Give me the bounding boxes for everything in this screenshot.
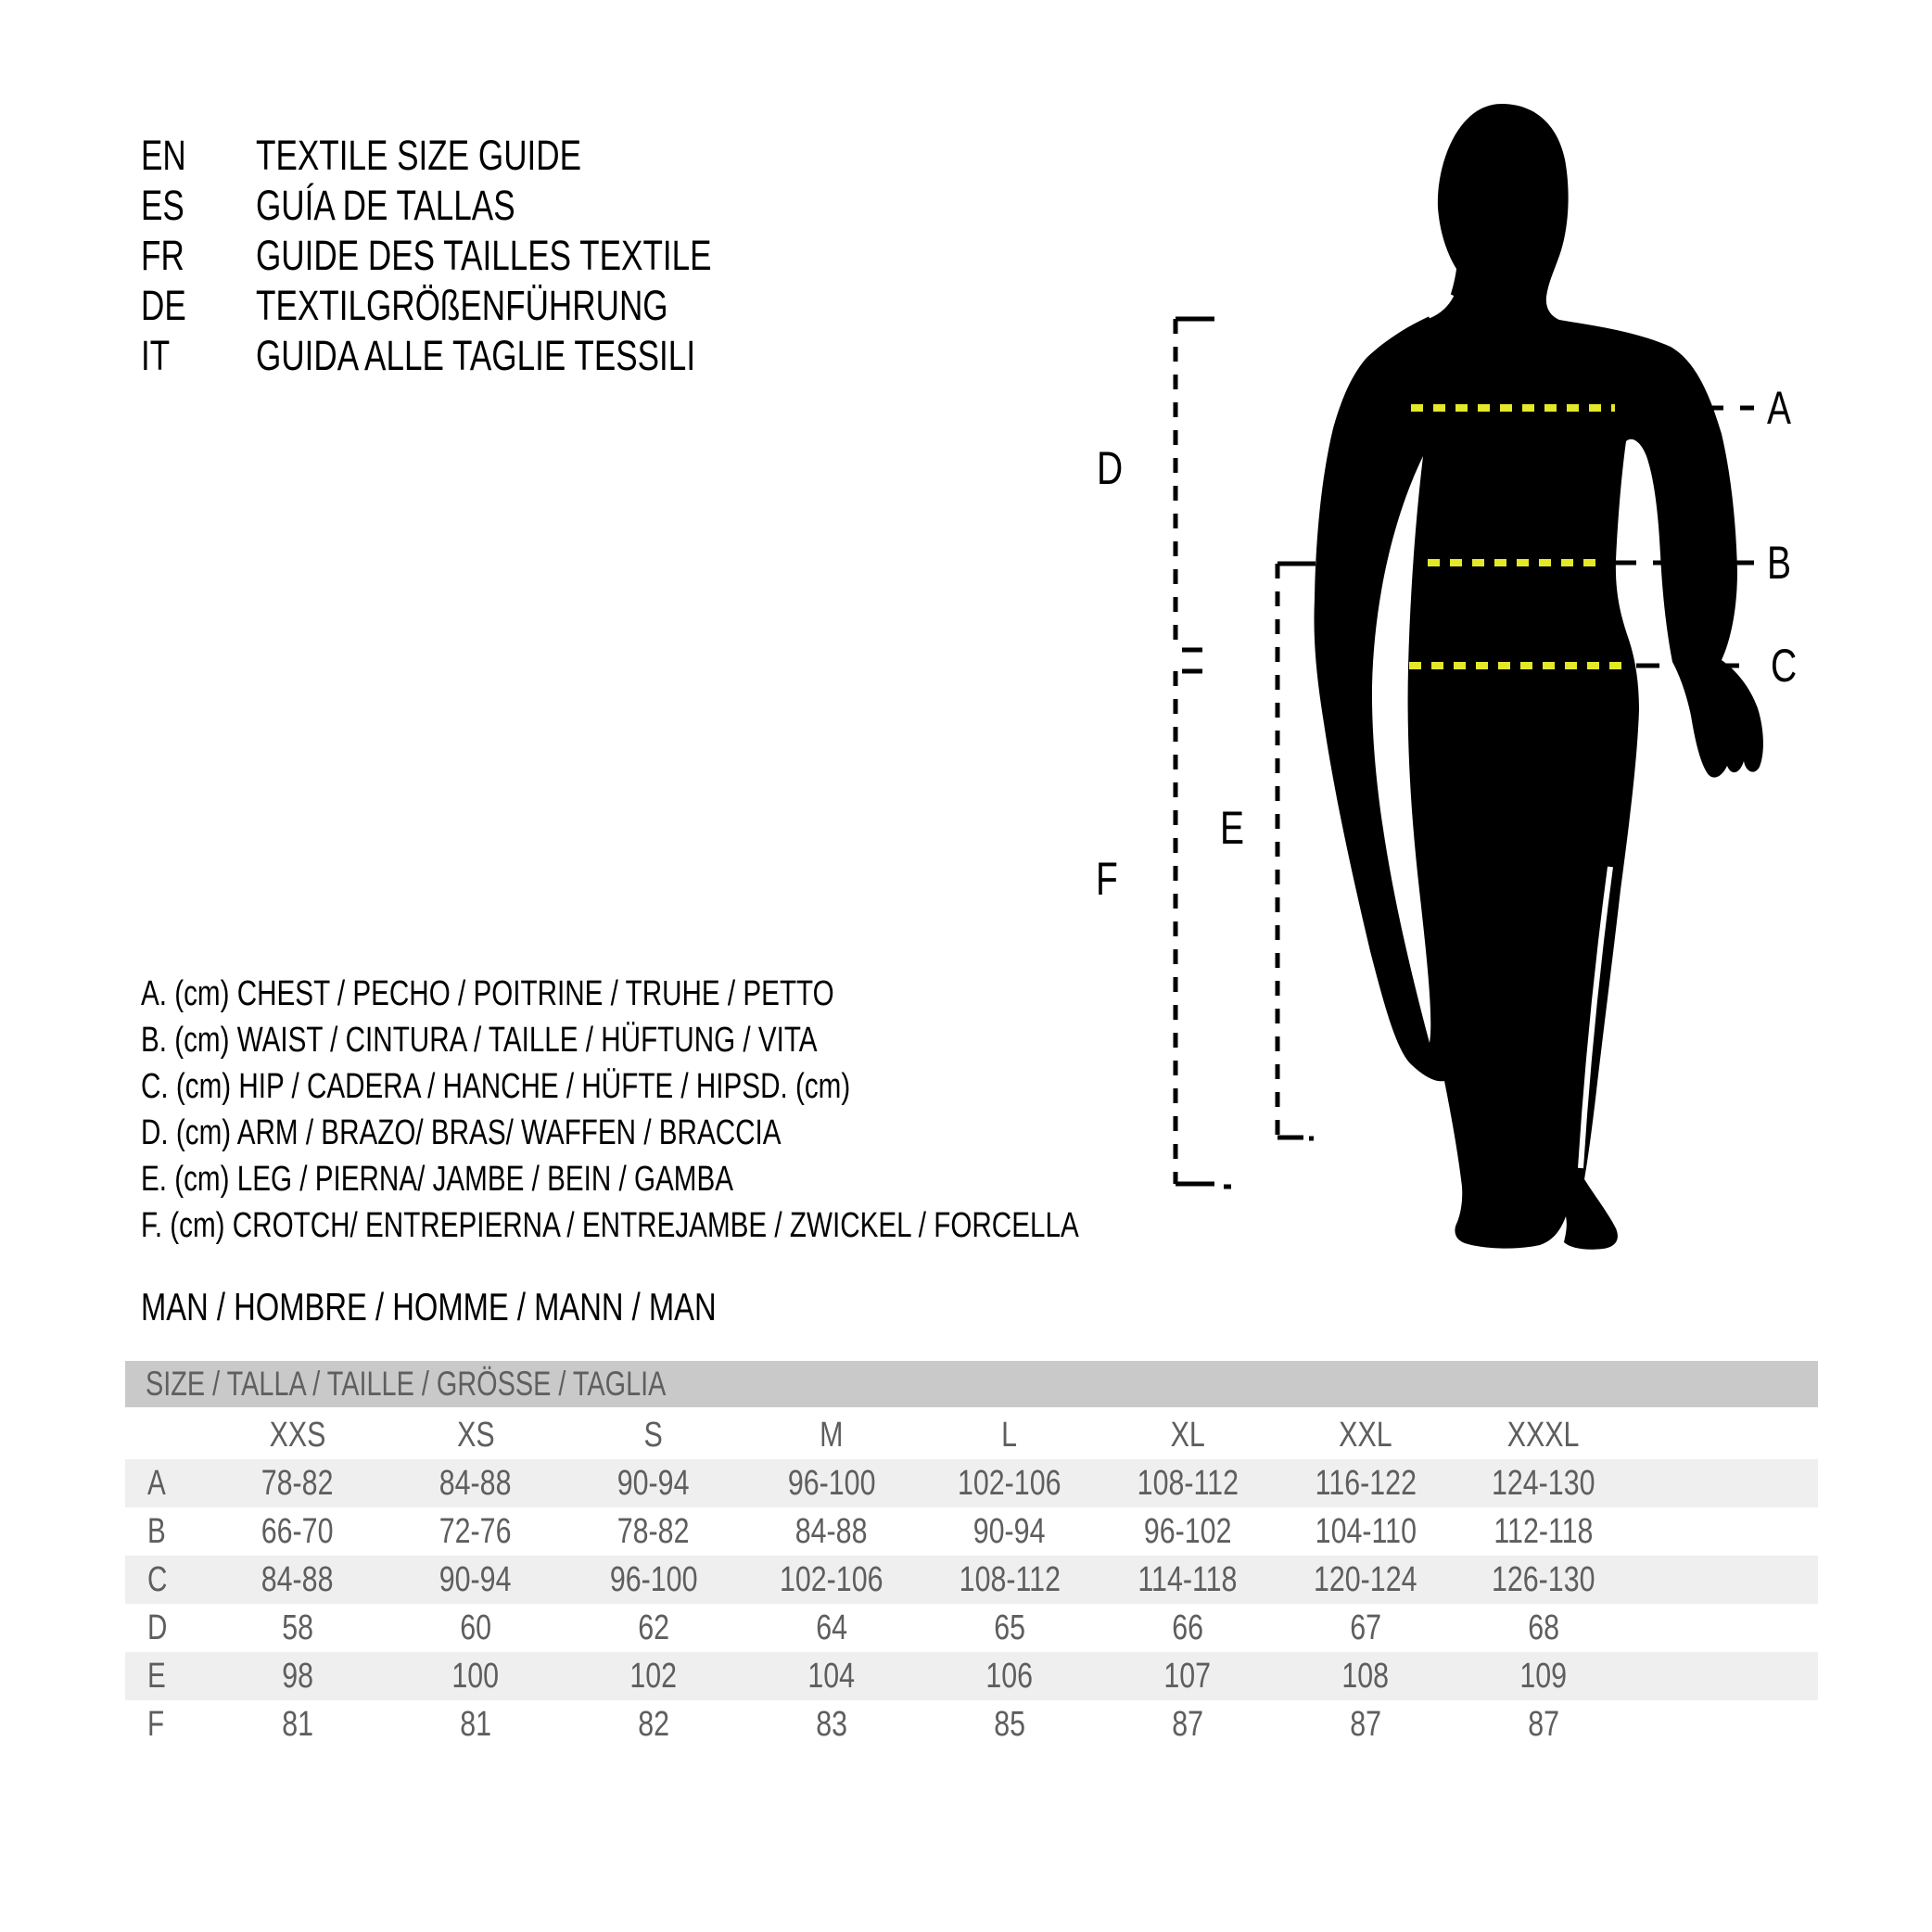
- table-cell: 90-94: [973, 1511, 1046, 1551]
- language-row: [141, 281, 840, 331]
- legend-item: E. (cm) LEG / PIERNA/ JAMBE / BEIN / GAMBA: [141, 1159, 734, 1199]
- table-cell: 58: [282, 1608, 313, 1647]
- table-cell: 104-110: [1315, 1511, 1417, 1551]
- table-cell: 87: [1172, 1704, 1203, 1744]
- size-table-header-bar: [125, 1361, 1818, 1407]
- table-cell: 96-100: [609, 1559, 698, 1599]
- table-cell: 65: [994, 1608, 1025, 1647]
- language-code: IT: [141, 332, 171, 379]
- table-cell: 98: [282, 1656, 313, 1696]
- table-cell: 96-102: [1143, 1511, 1232, 1551]
- size-column-header: L: [1001, 1415, 1018, 1455]
- table-cell: 84-88: [439, 1463, 512, 1503]
- table-row: [125, 1459, 1818, 1507]
- table-cell: 68: [1528, 1608, 1559, 1647]
- table-cell: 84-88: [795, 1511, 868, 1551]
- table-cell: 102-106: [780, 1559, 883, 1599]
- table-cell: 87: [1528, 1704, 1559, 1744]
- language-guide-list: [141, 131, 840, 381]
- table-cell: 109: [1519, 1656, 1568, 1696]
- table-cell: 108-112: [959, 1559, 1061, 1599]
- table-cell: 81: [282, 1704, 313, 1744]
- language-code: DE: [141, 282, 186, 329]
- table-cell: 85: [994, 1704, 1025, 1744]
- size-column-header: XS: [456, 1415, 495, 1455]
- table-cell: 100: [451, 1656, 500, 1696]
- size-column-header: S: [643, 1415, 664, 1455]
- table-cell: 66-70: [261, 1511, 334, 1551]
- table-cell: 106: [985, 1656, 1034, 1696]
- legend-item: C. (cm) HIP / CADERA / HANCHE / HÜFTE / HIPSD. (cm): [141, 1066, 851, 1106]
- language-code: EN: [141, 132, 186, 179]
- table-cell: 108-112: [1137, 1463, 1239, 1503]
- legend-item: F. (cm) CROTCH/ ENTREPIERNA / ENTREJAMBE / ZWICKEL / FORCELLA: [141, 1205, 1079, 1245]
- table-cell: 67: [1350, 1608, 1381, 1647]
- table-cell: 90-94: [617, 1463, 690, 1503]
- marker-label-c: C: [1771, 640, 1798, 692]
- size-column-header: XXL: [1339, 1415, 1392, 1455]
- language-title: TEXTILGRÖßENFÜHRUNG: [256, 282, 668, 329]
- marker-label-e: E: [1220, 802, 1245, 854]
- table-cell: 78-82: [261, 1463, 334, 1503]
- table-cell: 108: [1341, 1656, 1390, 1696]
- table-row: [125, 1700, 1818, 1748]
- legend-item: B. (cm) WAIST / CINTURA / TAILLE / HÜFTUNG / VITA: [141, 1020, 818, 1060]
- marker-label-a: A: [1767, 382, 1792, 434]
- size-column-header-row: [125, 1411, 1818, 1459]
- size-column-header: XXXL: [1507, 1415, 1580, 1455]
- language-code: FR: [141, 232, 184, 279]
- table-row: [125, 1507, 1818, 1556]
- size-column-header: M: [820, 1415, 844, 1455]
- row-label: D: [147, 1608, 168, 1647]
- table-row: [125, 1652, 1818, 1700]
- language-title: TEXTILE SIZE GUIDE: [256, 132, 582, 179]
- language-row: [141, 231, 840, 281]
- measurement-legend: [141, 971, 1343, 1249]
- language-row: [141, 181, 840, 231]
- language-code: ES: [141, 182, 184, 229]
- table-cell: 83: [816, 1704, 847, 1744]
- language-title: GUÍA DE TALLAS: [256, 182, 515, 229]
- table-cell: 90-94: [439, 1559, 512, 1599]
- row-label: F: [147, 1704, 165, 1744]
- table-row: [125, 1604, 1818, 1652]
- language-title: GUIDA ALLE TAGLIE TESSILI: [256, 332, 696, 379]
- table-cell: 78-82: [617, 1511, 690, 1551]
- language-title: GUIDE DES TAILLES TEXTILE: [256, 232, 712, 279]
- table-cell: 124-130: [1492, 1463, 1595, 1503]
- table-cell: 102-106: [958, 1463, 1061, 1503]
- language-row: [141, 131, 840, 181]
- table-cell: 126-130: [1492, 1559, 1595, 1599]
- size-table: [125, 1411, 1818, 1748]
- size-column-header: XXS: [269, 1415, 326, 1455]
- table-cell: 120-124: [1314, 1559, 1417, 1599]
- category-label: MAN / HOMBRE / HOMME / MANN / MAN: [141, 1285, 717, 1328]
- table-cell: 82: [638, 1704, 669, 1744]
- table-cell: 107: [1163, 1656, 1212, 1696]
- table-cell: 64: [816, 1608, 847, 1647]
- table-cell: 66: [1172, 1608, 1203, 1647]
- table-cell: 112-118: [1493, 1511, 1594, 1551]
- table-cell: 60: [460, 1608, 491, 1647]
- language-row: [141, 331, 840, 381]
- size-column-header: XL: [1170, 1415, 1205, 1455]
- table-row: [125, 1556, 1818, 1604]
- table-cell: 81: [460, 1704, 491, 1744]
- table-cell: 116-122: [1315, 1463, 1417, 1503]
- table-cell: 72-76: [439, 1511, 512, 1551]
- table-cell: 62: [638, 1608, 669, 1647]
- table-cell: 104: [807, 1656, 856, 1696]
- row-label: C: [147, 1559, 168, 1599]
- table-cell: 87: [1350, 1704, 1381, 1744]
- table-cell: 84-88: [261, 1559, 334, 1599]
- row-label: A: [147, 1463, 166, 1503]
- legend-item: D. (cm) ARM / BRAZO/ BRAS/ WAFFEN / BRACCIA: [141, 1112, 782, 1152]
- marker-label-f: F: [1096, 853, 1118, 905]
- row-label: E: [147, 1656, 166, 1696]
- marker-label-d: D: [1097, 442, 1124, 494]
- marker-label-b: B: [1767, 537, 1792, 589]
- legend-item: A. (cm) CHEST / PECHO / POITRINE / TRUHE / PETTO: [141, 973, 834, 1013]
- table-cell: 114-118: [1138, 1559, 1238, 1599]
- table-cell: 96-100: [787, 1463, 876, 1503]
- table-cell: 102: [629, 1656, 678, 1696]
- row-label: B: [147, 1511, 166, 1551]
- size-table-title: SIZE / TALLA / TAILLE / GRÖSSE / TAGLIA: [146, 1365, 667, 1403]
